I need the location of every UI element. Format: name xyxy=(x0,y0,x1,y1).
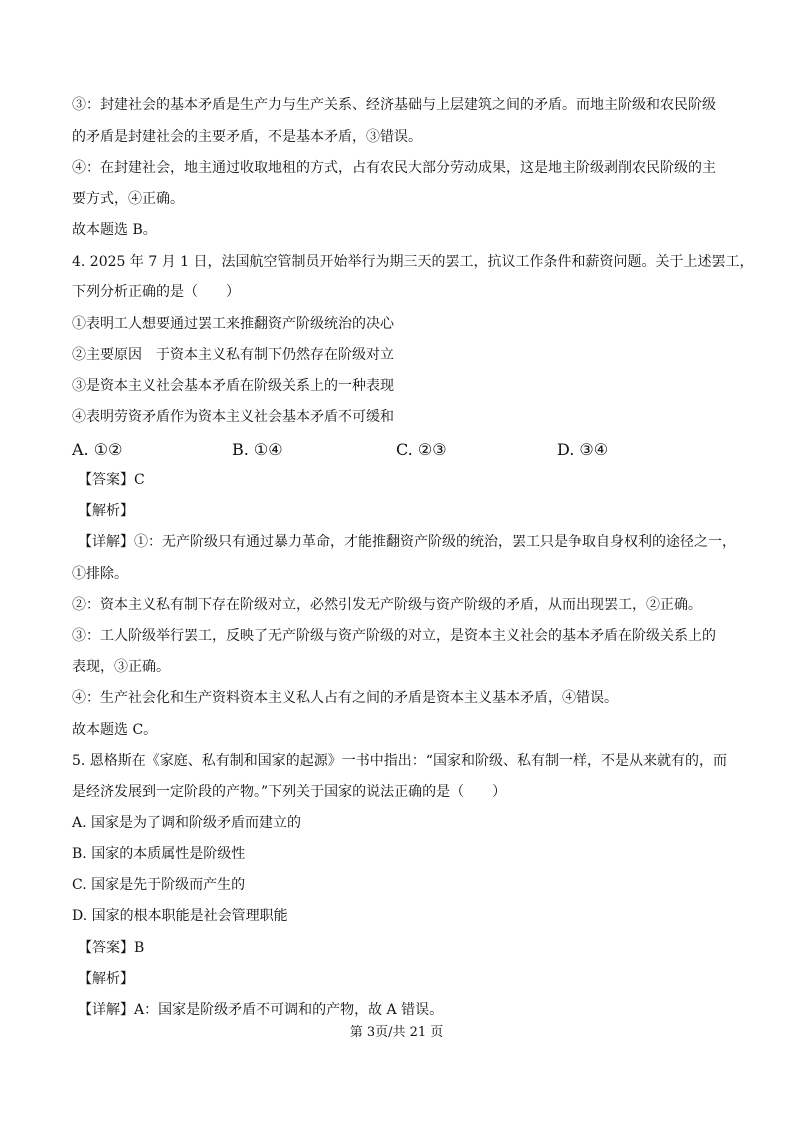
detail-line: 故本题选 C。 xyxy=(72,722,158,738)
question-4-options xyxy=(0,440,793,459)
answer-label: 【答案】B xyxy=(78,940,145,956)
detail-line: 【详解】A：国家是阶级矛盾不可调和的产物，故 A 错误。 xyxy=(78,1002,444,1018)
option-a: A. ①② xyxy=(72,440,123,459)
text-line: 故本题选 B。 xyxy=(72,222,157,238)
question-4-statement: ②主要原因 于资本主义私有制下仍然存在阶级对立 xyxy=(72,347,394,363)
text-line: 的矛盾是封建社会的主要矛盾，不是基本矛盾，③错误。 xyxy=(72,129,422,145)
detail-line: ①排除。 xyxy=(72,566,128,582)
option-d: D. 国家的根本职能是社会管理职能 xyxy=(72,908,288,924)
question-5-stem: 是经济发展到一定阶段的产物。”下列关于国家的说法正确的是（ ） xyxy=(72,784,507,800)
question-4-stem: 4. 2025 年 7 月 1 日，法国航空管制员开始举行为期三天的罢工，抗议工作条件和薪资问题。关于上述罢工， xyxy=(72,254,754,270)
detail-line: 表现，③正确。 xyxy=(72,659,170,675)
analysis-label: 【解析】 xyxy=(78,503,134,519)
text-line: ④：在封建社会，地主通过收取地租的方式，占有农民大部分劳动成果，这是地主阶级剥削农民阶级的主 xyxy=(72,160,716,176)
answer-label: 【答案】C xyxy=(78,472,145,488)
page-number-footer: 第 3页/共 21 页 xyxy=(349,1025,444,1040)
question-5-stem: 5. 恩格斯在《家庭、私有制和国家的起源》一书中指出：“国家和阶级、私有制一样，不是从来就有的，而 xyxy=(72,753,727,769)
detail-line: ③：工人阶级举行罢工，反映了无产阶级与资产阶级的对立，是资本主义社会的基本矛盾在阶级关系上的 xyxy=(72,628,716,644)
detail-line: ②：资本主义私有制下存在阶级对立，必然引发无产阶级与资产阶级的矛盾，从而出现罢工，②正确。 xyxy=(72,597,702,613)
question-4-statement: ①表明工人想要通过罢工来推翻资产阶级统治的决心 xyxy=(72,316,394,332)
question-4-statement: ④表明劳资矛盾作为资本主义社会基本矛盾不可缓和 xyxy=(72,409,394,425)
detail-line: ④：生产社会化和生产资料资本主义私人占有之间的矛盾是资本主义基本矛盾，④错误。 xyxy=(72,690,618,706)
detail-line: 【详解】①：无产阶级只有通过暴力革命，才能推翻资产阶级的统治，罢工只是争取自身权利的途径之一， xyxy=(78,534,736,550)
text-line: 要方式，④正确。 xyxy=(72,191,184,207)
question-4-statement: ③是资本主义社会基本矛盾在阶级关系上的一种表现 xyxy=(72,378,394,394)
option-c: C. ②③ xyxy=(396,440,447,459)
question-4-stem: 下列分析正确的是（ ） xyxy=(72,284,240,300)
option-b: B. 国家的本质属性是阶级性 xyxy=(72,846,246,862)
text-line: ③：封建社会的基本矛盾是生产力与生产关系、经济基础与上层建筑之间的矛盾。而地主阶级和农民阶级 xyxy=(72,97,716,113)
option-c: C. 国家是先于阶级而产生的 xyxy=(72,877,246,893)
analysis-label: 【解析】 xyxy=(78,971,134,987)
option-a: A. 国家是为了调和阶级矛盾而建立的 xyxy=(72,815,302,831)
option-d: D. ③④ xyxy=(557,440,609,459)
option-b: B. ①④ xyxy=(232,440,283,459)
